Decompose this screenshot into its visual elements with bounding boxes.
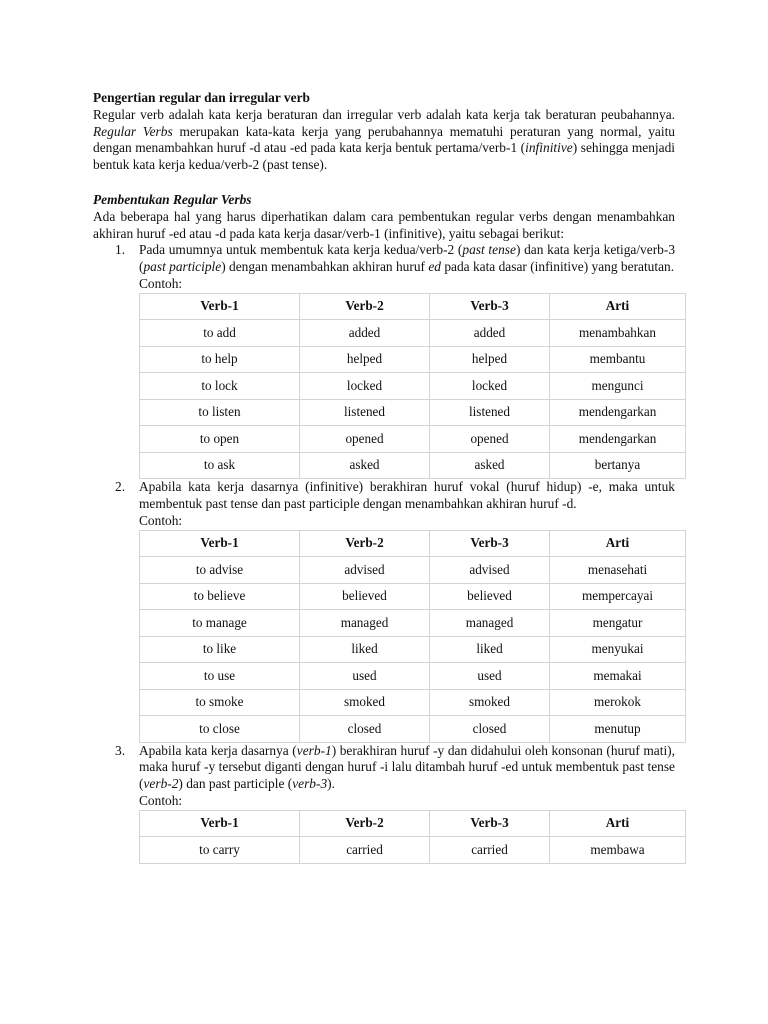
table-row: to advise advised advised menasehati xyxy=(140,557,686,584)
table-row: to lock locked locked mengunci xyxy=(140,373,686,400)
table-row: to close closed closed menutup xyxy=(140,716,686,743)
verb-table-3 xyxy=(139,810,686,864)
section-intro: Ada beberapa hal yang harus diperhatikan dalam cara pembentukan regular verbs dengan menambahkan akhiran huruf -ed atau -d pada kata kerja dasar/verb-1 (infinitive), yaitu sebagai berikut: xyxy=(93,208,675,241)
table-row: to use used used memakai xyxy=(140,663,686,690)
contoh-label: Contoh: xyxy=(139,512,183,528)
table-row: to open opened opened mendengarkan xyxy=(140,426,686,453)
verb-table-2 xyxy=(139,530,686,743)
table-header: Verb-1 xyxy=(140,530,300,557)
table-header: Verb-1 xyxy=(140,810,300,837)
table-header: Verb-2 xyxy=(300,810,430,837)
table-header: Arti xyxy=(550,810,686,837)
list-item-3: 3. Apabila kata kerja dasarnya (verb-1) berakhiran huruf -y dan didahului oleh konsonan (huruf mati), maka huruf -y tersebut diganti dengan huruf -i lalu ditambah huruf -ed untuk membentuk past tense (verb-2) dan past participle (verb-3). xyxy=(115,742,675,792)
table-row: to carry carried carried membawa xyxy=(140,837,686,864)
table-row: to smoke smoked smoked merokok xyxy=(140,689,686,716)
table-header: Arti xyxy=(550,293,686,320)
list-item-1: 1. Pada umumnya untuk membentuk kata kerja kedua/verb-2 (past tense) dan kata kerja ketiga/verb-3 (past participle) dengan menambahkan akhiran huruf ed pada kata dasar (infinitive) yang beratutan. xyxy=(115,242,676,275)
table-row: to help helped helped membantu xyxy=(140,346,686,373)
table-header: Verb-1 xyxy=(140,293,300,320)
table-header: Verb-3 xyxy=(430,293,550,320)
document-page xyxy=(93,90,675,864)
heading-pembentukan: Pembentukan Regular Verbs xyxy=(93,191,252,207)
table-header: Arti xyxy=(550,530,686,557)
table-header: Verb-3 xyxy=(430,530,550,557)
intro-paragraph: Regular verb adalah kata kerja beraturan dan irregular verb adalah kata kerja tak beraturan peubahannya. Regular Verbs merupakan kata-kata kerja yang perubahannya mematuhi peraturan yang normal, yaitu dengan menambahkan huruf -d atau -ed pada kata kerja bentuk pertama/verb-1 (infinitive) sehingga menjadi bentuk kata kerja kedua/verb-2 (past tense). xyxy=(93,106,675,173)
contoh-label: Contoh: xyxy=(139,793,183,809)
table-row: to ask asked asked bertanya xyxy=(140,452,686,479)
table-row: to manage managed managed mengatur xyxy=(140,610,686,637)
table-row: to believe believed believed mempercayai xyxy=(140,583,686,610)
heading-pengertian: Pengertian regular dan irregular verb xyxy=(93,90,310,105)
table-row: to like liked liked menyukai xyxy=(140,636,686,663)
contoh-label: Contoh: xyxy=(139,275,183,291)
table-header: Verb-2 xyxy=(300,530,430,557)
table-header: Verb-3 xyxy=(430,810,550,837)
table-header: Verb-2 xyxy=(300,293,430,320)
list-item-2: 2. Apabila kata kerja dasarnya (infinitive) berakhiran huruf vokal (huruf hidup) -e, maka untuk membentuk past tense dan past participle dengan menambahkan akhiran huruf -d. xyxy=(115,479,675,512)
table-row: to listen listened listened mendengarkan xyxy=(140,399,686,426)
table-row: to add added added menambahkan xyxy=(140,320,686,347)
verb-table-1 xyxy=(139,293,686,480)
